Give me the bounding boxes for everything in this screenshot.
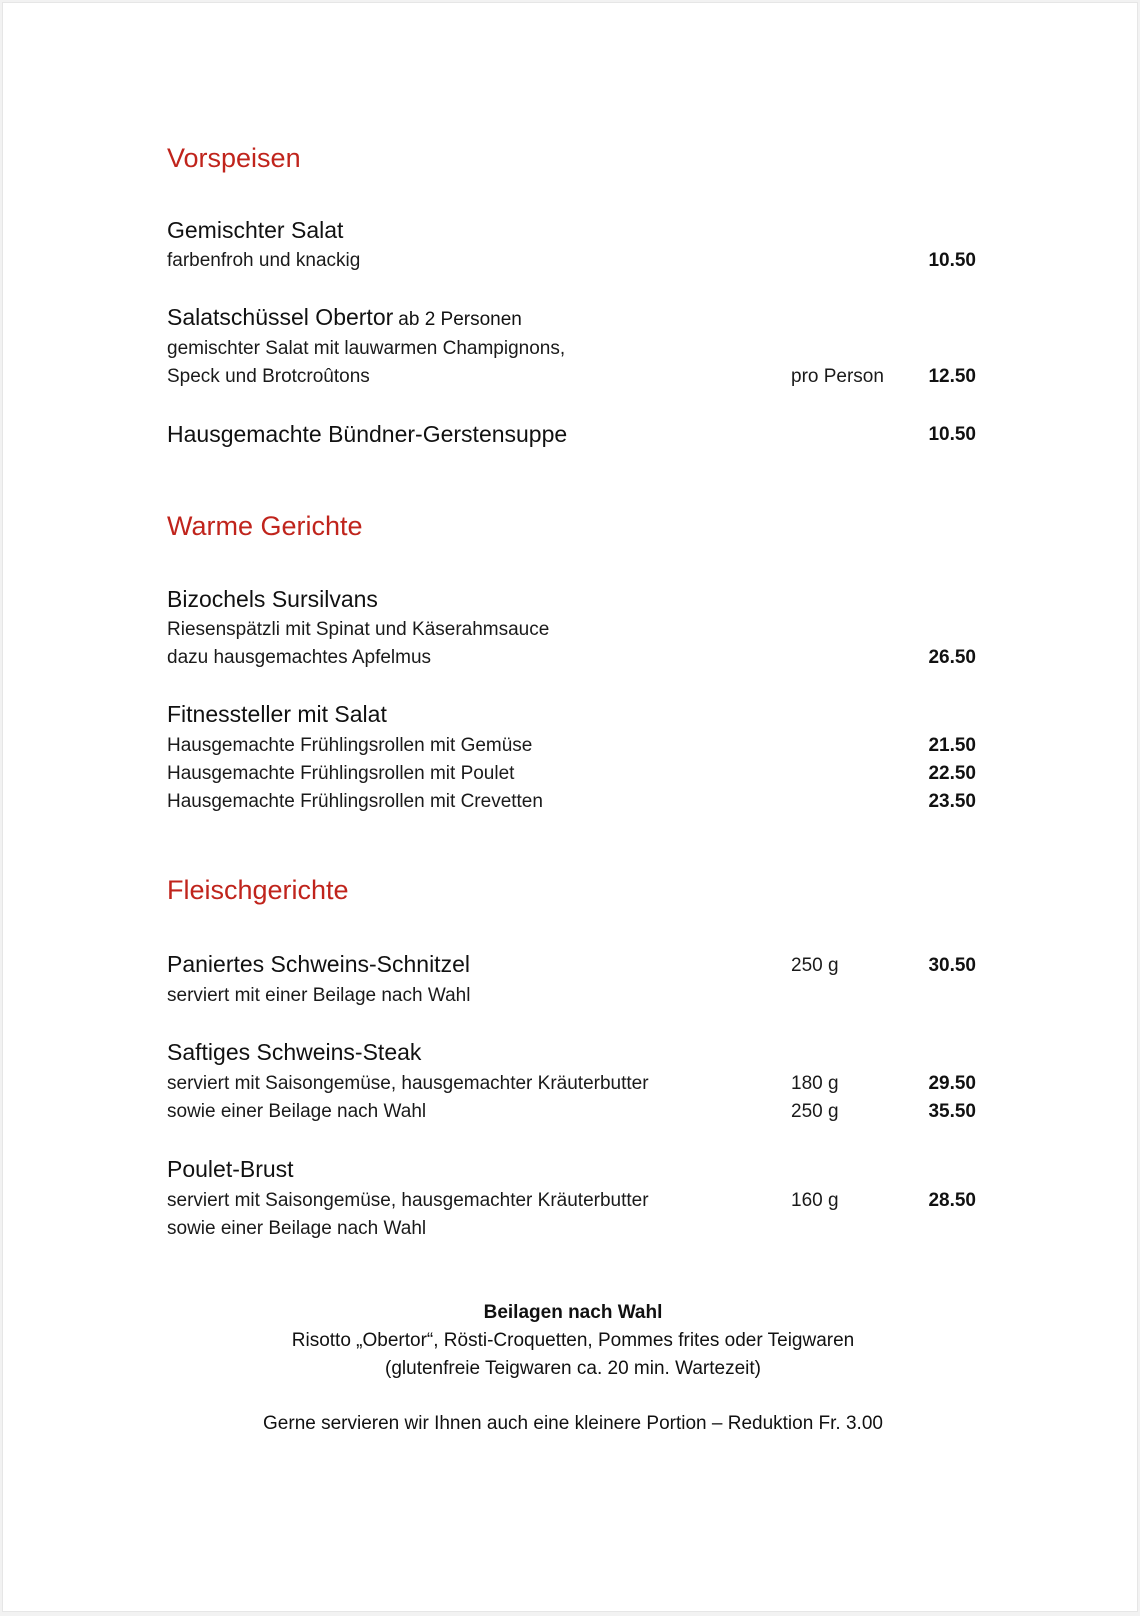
item-desc: Riesenspätzli mit Spinat und Käserahmsauce: [167, 619, 550, 640]
item-desc: dazu hausgemachtes Apfelmus: [167, 647, 432, 668]
section-heading-fleischgerichte: Fleischgerichte: [167, 875, 349, 905]
item-title-bizochels: Bizochels Sursilvans: [167, 586, 378, 612]
item-weight: 250 g: [791, 1101, 839, 1122]
footer-gluten-note: (glutenfreie Teigwaren ca. 20 min. Wartezeit): [385, 1358, 761, 1379]
footer-title: Beilagen nach Wahl: [483, 1302, 663, 1323]
item-weight: 180 g: [791, 1073, 839, 1094]
item-note: ab 2 Personen: [398, 309, 522, 330]
item-variant: Hausgemachte Frühlingsrollen mit Crevetten: [167, 791, 543, 812]
footer-portion-note: Gerne servieren wir Ihnen auch eine kleinere Portion – Reduktion Fr. 3.00: [263, 1413, 883, 1434]
menu-page: [2, 2, 1138, 1612]
footer-sides: Risotto „Obertor“, Rösti-Croquetten, Pommes frites oder Teigwaren: [291, 1330, 855, 1351]
item-weight: 160 g: [791, 1190, 839, 1211]
item-weight: 250 g: [791, 955, 839, 976]
item-desc: gemischter Salat mit lauwarmen Champignons,: [167, 338, 566, 359]
item-title-salatschuessel: [167, 304, 522, 331]
item-unit: pro Person: [791, 366, 884, 387]
item-desc: sowie einer Beilage nach Wahl: [167, 1218, 427, 1239]
item-price: 26.50: [928, 647, 976, 668]
item-price: 28.50: [928, 1190, 976, 1211]
section-heading-warme-gerichte: Warme Gerichte: [167, 511, 363, 541]
item-title-schnitzel: Paniertes Schweins-Schnitzel: [167, 951, 470, 977]
item-desc: serviert mit Saisongemüse, hausgemachter Kräuterbutter: [167, 1073, 649, 1094]
item-title-gerstensuppe: Hausgemachte Bündner-Gerstensuppe: [167, 421, 568, 447]
item-price: 30.50: [928, 955, 976, 976]
item-title-schweins-steak: Saftiges Schweins-Steak: [167, 1039, 422, 1065]
item-price: 10.50: [928, 424, 976, 445]
item-price: 12.50: [928, 366, 976, 387]
item-desc: serviert mit einer Beilage nach Wahl: [167, 985, 471, 1006]
item-desc: sowie einer Beilage nach Wahl: [167, 1101, 427, 1122]
item-price: 21.50: [928, 735, 976, 756]
item-price: 22.50: [928, 763, 976, 784]
item-variant: Hausgemachte Frühlingsrollen mit Gemüse: [167, 735, 533, 756]
item-title-gemischter-salat: Gemischter Salat: [167, 217, 344, 243]
item-desc: Speck und Brotcroûtons: [167, 366, 370, 387]
item-price: 23.50: [928, 791, 976, 812]
item-title-text: Salatschüssel Obertor: [167, 304, 394, 330]
item-price: 10.50: [928, 250, 976, 271]
item-variant: Hausgemachte Frühlingsrollen mit Poulet: [167, 763, 515, 784]
item-desc: farbenfroh und knackig: [167, 250, 361, 271]
item-desc: serviert mit Saisongemüse, hausgemachter Kräuterbutter: [167, 1190, 649, 1211]
item-price: 35.50: [928, 1101, 976, 1122]
item-title-poulet-brust: Poulet-Brust: [167, 1156, 294, 1182]
item-title-fitnessteller: Fitnessteller mit Salat: [167, 701, 387, 727]
section-heading-vorspeisen: Vorspeisen: [167, 143, 301, 173]
item-price: 29.50: [928, 1073, 976, 1094]
